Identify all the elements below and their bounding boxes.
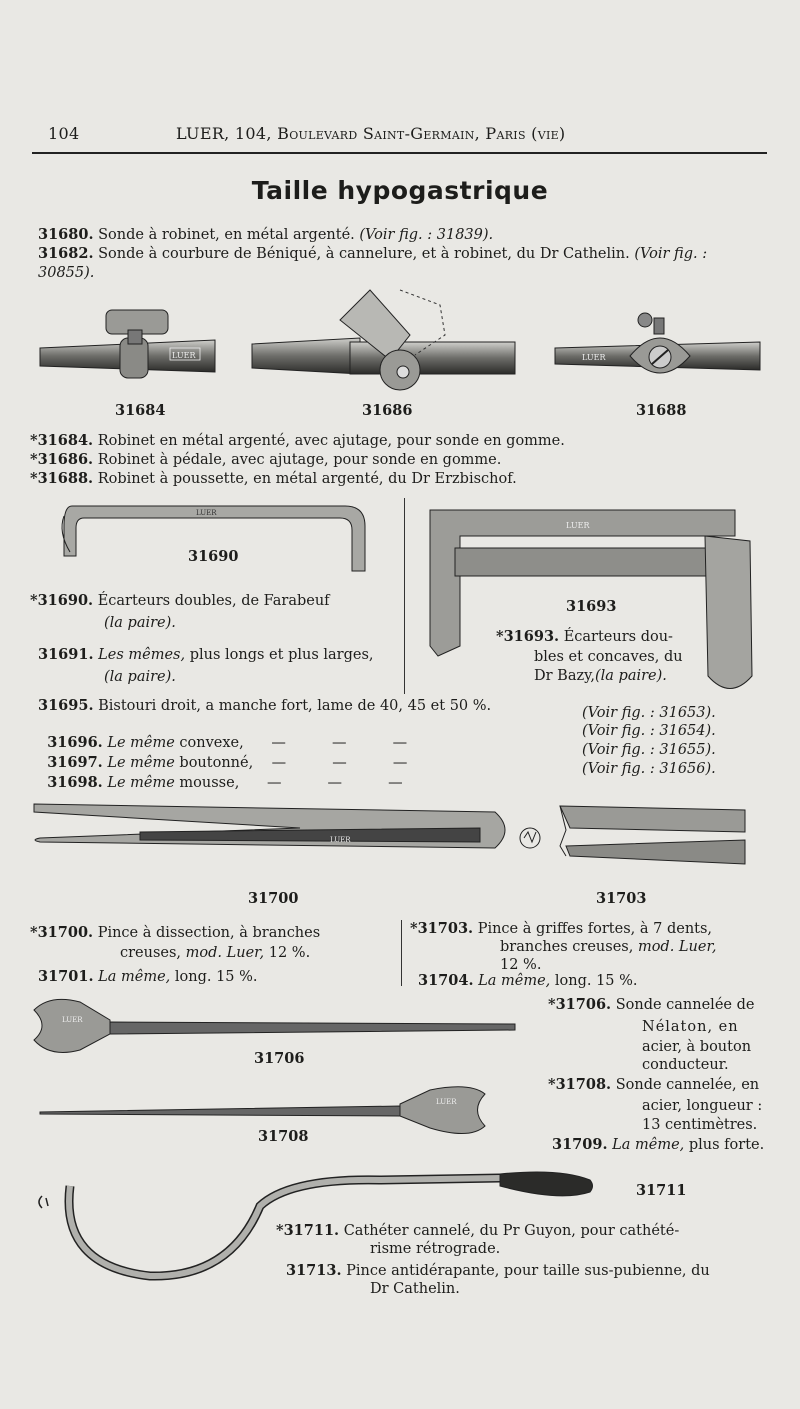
item-31708: *31708. Sonde cannelée, en bbox=[548, 1076, 760, 1093]
item-31711: *31711. Cathéter cannelé, du Pr Guyon, pour cathété- bbox=[276, 1222, 680, 1239]
item-31706-line2: Nélaton, en bbox=[642, 1019, 739, 1035]
item-31706: *31706. Sonde cannelée de bbox=[548, 996, 755, 1013]
item-31690-sub: (la paire). bbox=[104, 615, 176, 631]
item-31693: *31693. Écarteurs dou- bbox=[496, 628, 673, 645]
item-31700: *31700. Pince à dissection, à branches bbox=[30, 924, 321, 941]
svg-text:LUER: LUER bbox=[196, 509, 217, 517]
item-31680: 31680. Sonde à robinet, en métal argenté. (Voir fig. : 31839). bbox=[38, 226, 494, 243]
robinet-31684-illustration bbox=[40, 310, 215, 378]
sonde-31708-illustration bbox=[40, 1087, 485, 1134]
robinet-figures bbox=[0, 290, 800, 400]
fig-label-31711: 31711 bbox=[636, 1182, 687, 1199]
fig-label-31693: 31693 bbox=[566, 598, 617, 615]
pince-31700-illustration bbox=[34, 804, 505, 848]
item-31703-line2: branches creuses, mod. Luer, bbox=[500, 939, 717, 955]
item-31703-line3: 12 %. bbox=[500, 957, 542, 973]
svg-text:LUER: LUER bbox=[172, 351, 196, 360]
section-title: Taille hypogastrique bbox=[251, 176, 549, 205]
sonde-31706-illustration bbox=[34, 999, 515, 1052]
item-31696-ref: (Voir fig. : 31654). bbox=[582, 723, 716, 739]
item-31709: 31709. La même, plus forte. bbox=[552, 1136, 765, 1153]
robinet-31688-illustration bbox=[555, 313, 760, 373]
item-31696: 31696. Le même convexe, — — — bbox=[47, 734, 408, 751]
item-31706-line3: acier, à bouton bbox=[642, 1039, 752, 1055]
fig-label-31684: 31684 bbox=[115, 402, 166, 419]
robinet-31686-illustration bbox=[252, 290, 515, 390]
item-31708-line3: 13 centimètres. bbox=[642, 1117, 758, 1133]
svg-text:LUER: LUER bbox=[436, 1098, 457, 1106]
fig-label-31686: 31686 bbox=[362, 402, 413, 419]
item-31695: 31695. Bistouri droit, a manche fort, lame de 40, 45 et 50 %. bbox=[38, 697, 492, 714]
item-31701: 31701. La même, long. 15 %. bbox=[38, 968, 258, 985]
item-31693-line3: Dr Bazy,(la paire). bbox=[534, 668, 667, 684]
item-31698: 31698. Le même mousse, — — — bbox=[47, 774, 403, 791]
fig-label-31708: 31708 bbox=[258, 1128, 309, 1145]
item-31713-line2: Dr Cathelin. bbox=[370, 1281, 460, 1297]
item-31706-line4: conducteur. bbox=[642, 1057, 729, 1073]
fig-label-31690: 31690 bbox=[188, 548, 239, 565]
running-title: LUER, 104, Boulevard Saint-Germain, Paris (vie) bbox=[176, 124, 566, 143]
item-31686: *31686. Robinet à pédale, avec ajutage, pour sonde en gomme. bbox=[30, 451, 502, 468]
item-31693-line2: bles et concaves, du bbox=[534, 649, 683, 665]
svg-text:LUER: LUER bbox=[566, 521, 590, 530]
item-31711-line2: risme rétrograde. bbox=[370, 1241, 501, 1257]
item-31682: 31682. Sonde à courbure de Béniqué, à cannelure, et à robinet, du Dr Cathelin. (Voir fig. : 30855). bbox=[38, 245, 708, 281]
fig-label-31703: 31703 bbox=[596, 890, 647, 907]
fig-label-31700: 31700 bbox=[248, 890, 299, 907]
svg-text:LUER: LUER bbox=[330, 836, 351, 844]
item-31698-ref: (Voir fig. : 31656). bbox=[582, 761, 716, 777]
item-31697-ref: (Voir fig. : 31655). bbox=[582, 742, 716, 758]
svg-text:LUER: LUER bbox=[62, 1016, 83, 1024]
item-31684: *31684. Robinet en métal argenté, avec ajutage, pour sonde en gomme. bbox=[30, 432, 565, 449]
header-rule bbox=[32, 152, 767, 154]
item-31708-line2: acier, longueur : bbox=[642, 1098, 763, 1114]
item-31690: *31690. Écarteurs doubles, de Farabeuf bbox=[30, 592, 330, 609]
item-31700-line2: creuses, mod. Luer, 12 %. bbox=[120, 945, 311, 961]
pince-31700-tip-illustration bbox=[520, 828, 540, 848]
item-31691: 31691. Les mêmes, plus longs et plus larges, bbox=[38, 646, 374, 663]
item-31688: *31688. Robinet à poussette, en métal argenté, du Dr Erzbischof. bbox=[30, 470, 517, 487]
item-31695-ref: (Voir fig. : 31653). bbox=[582, 705, 716, 721]
column-divider-2 bbox=[401, 920, 402, 986]
fig-label-31706: 31706 bbox=[254, 1050, 305, 1067]
item-31703: *31703. Pince à griffes fortes, à 7 dents, bbox=[410, 920, 713, 937]
svg-text:LUER: LUER bbox=[582, 353, 606, 362]
item-31697: 31697. Le même boutonné, — — — bbox=[47, 754, 408, 771]
pinces-figures bbox=[0, 790, 800, 880]
item-31713: 31713. Pince antidérapante, pour taille sus-pubienne, du bbox=[286, 1262, 710, 1279]
item-31704: 31704. La même, long. 15 %. bbox=[418, 972, 638, 989]
item-31691-sub: (la paire). bbox=[104, 669, 176, 685]
fig-label-31688: 31688 bbox=[636, 402, 687, 419]
page-number: 104 bbox=[48, 124, 80, 143]
pince-31703-illustration bbox=[560, 806, 745, 864]
